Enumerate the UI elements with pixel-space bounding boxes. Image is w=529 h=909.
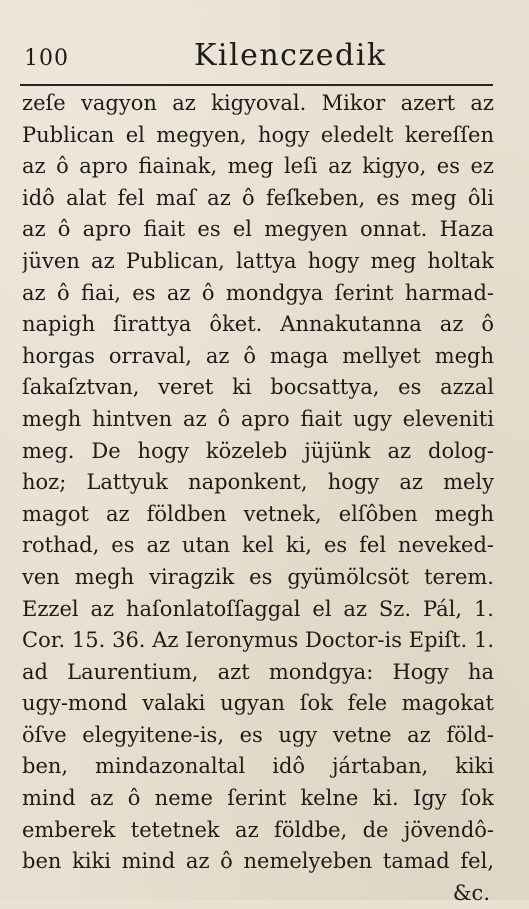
text-line: az ô apro fiainak, meg leſi az kigyo, es ez <box>22 154 494 179</box>
page-number: 100 <box>24 46 69 71</box>
text-line: ugy-mond valaki ugyan ſok fele magokat <box>22 691 494 716</box>
text-line: Ezzel az haſonlatoſſaggal el az Sz. Pál, 1. <box>22 596 494 621</box>
text-line: rothad, es az utan kel ki, es fel neveked- <box>22 533 494 558</box>
text-line: napigh ſirattya ôket. Annakutanna az ô <box>22 312 494 337</box>
text-line: emberek tetetnek az földbe, de jövendô- <box>22 817 494 842</box>
body-text <box>22 88 494 909</box>
text-line: zeſe vagyon az kigyoval. Mikor azert az <box>22 91 494 115</box>
text-line: hoz; Lattyuk naponkent, hogy az mely <box>22 470 494 495</box>
text-line: jüven az Publican, lattya hogy meg holtak <box>22 248 494 273</box>
text-line: megh hintven az ô apro fiait ugy eleveniti <box>22 406 494 431</box>
text-line: idô alat fel maſ az ô feſkeben, es meg ôli <box>22 185 494 210</box>
text-line: az ô apro fiait es el megyen onnat. Haza <box>22 217 494 242</box>
text-line: Publican el megyen, hogy eledelt kereſſen <box>22 122 494 147</box>
text-line: ben kiki mind az ô nemelyeben tamad fel, <box>22 849 494 874</box>
catchword: &c. <box>452 880 490 905</box>
text-line: az ô fiai, es az ô mondgya ſerint harmad- <box>22 280 494 305</box>
text-line: horgas orraval, az ô maga mellyet megh <box>22 343 494 368</box>
running-head <box>24 36 493 76</box>
header-rule <box>20 84 493 86</box>
text-line: meg. De hogy közeleb jüjünk az dolog- <box>22 438 494 463</box>
text-line: ven megh viragzik es gyümölcsöt terem. <box>22 564 494 589</box>
text-line: öſve elegyitene-is, es ugy vetne az föld- <box>22 722 494 747</box>
text-line: Cor. 15. 36. Az Ieronymus Doctor-is Epiſt. 1. <box>22 628 494 653</box>
text-line: ben, mindazonaltal idô jártaban, kiki <box>22 754 494 779</box>
text-line: magot az földben vetnek, elſôben megh <box>22 501 494 526</box>
text-line: ad Laurentium, azt mondgya: Hogy ha <box>22 659 494 684</box>
text-line: mind az ô neme ſerint kelne ki. Igy ſok <box>22 786 494 811</box>
running-title: Kilenczedik <box>194 38 387 73</box>
text-line: ſakaſztvan, veret ki bocsattya, es azzal <box>22 375 494 400</box>
